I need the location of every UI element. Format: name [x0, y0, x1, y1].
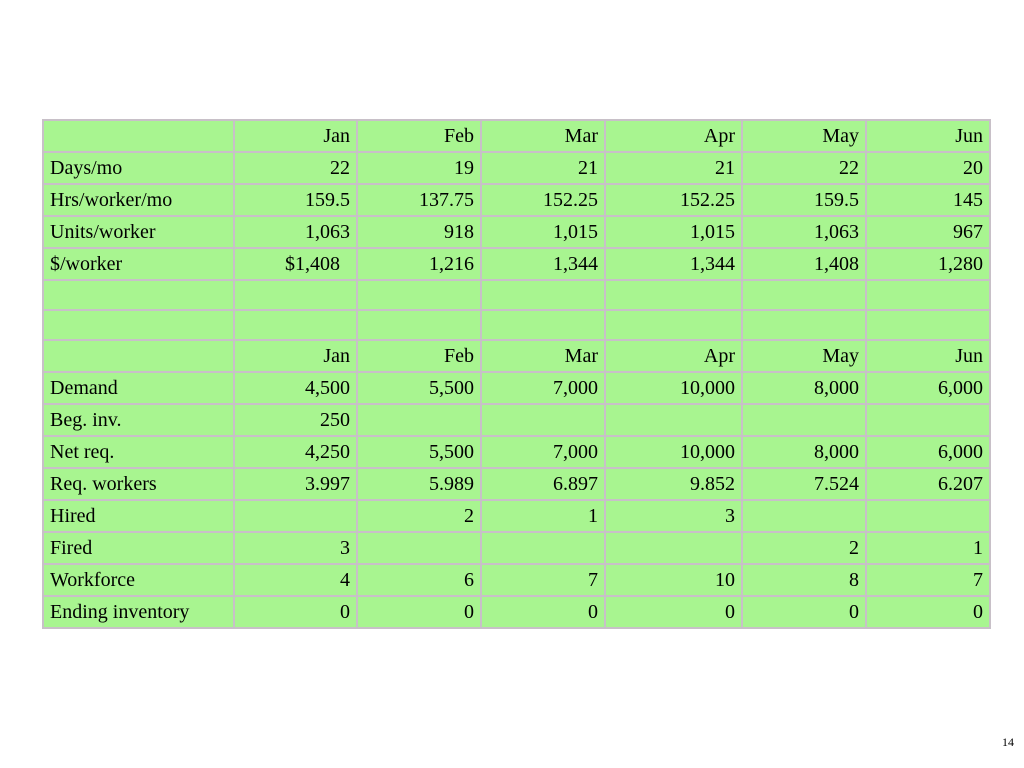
value-cell: Mar — [481, 340, 605, 372]
value-cell: 0 — [481, 596, 605, 628]
value-cell: 250 — [234, 404, 357, 436]
page-number: 14 — [1002, 735, 1014, 749]
row-label-cell: Net req. — [43, 436, 234, 468]
value-cell — [866, 310, 990, 340]
table-row — [43, 564, 990, 596]
row-label-cell — [43, 340, 234, 372]
value-cell: Apr — [605, 120, 742, 152]
table-row — [43, 500, 990, 532]
value-cell — [605, 310, 742, 340]
value-cell: 1,063 — [234, 216, 357, 248]
value-cell: 918 — [357, 216, 481, 248]
value-cell: 10,000 — [605, 372, 742, 404]
value-cell: 22 — [742, 152, 866, 184]
value-cell: Jan — [234, 340, 357, 372]
aggregate-planning-table — [42, 119, 991, 629]
table-row — [43, 184, 990, 216]
value-cell: 159.5 — [742, 184, 866, 216]
value-cell: 10 — [605, 564, 742, 596]
row-label-cell: Req. workers — [43, 468, 234, 500]
row-label-cell — [43, 280, 234, 310]
blank-row — [43, 310, 990, 340]
value-cell: Feb — [357, 340, 481, 372]
value-cell: 7,000 — [481, 436, 605, 468]
value-cell: 7,000 — [481, 372, 605, 404]
value-cell: 4,250 — [234, 436, 357, 468]
value-cell — [866, 280, 990, 310]
value-cell: 7.524 — [742, 468, 866, 500]
value-cell: Apr — [605, 340, 742, 372]
row-label-cell: Ending inventory — [43, 596, 234, 628]
row-label-cell: Beg. inv. — [43, 404, 234, 436]
value-cell: Jun — [866, 120, 990, 152]
value-cell — [357, 310, 481, 340]
value-cell: 21 — [605, 152, 742, 184]
row-label-cell: Fired — [43, 532, 234, 564]
value-cell: 3.997 — [234, 468, 357, 500]
blank-row — [43, 280, 990, 310]
value-cell: 1 — [481, 500, 605, 532]
value-cell: Feb — [357, 120, 481, 152]
value-cell: 1,015 — [481, 216, 605, 248]
value-cell: 152.25 — [481, 184, 605, 216]
row-label-cell — [43, 310, 234, 340]
value-cell — [605, 404, 742, 436]
header-row — [43, 120, 990, 152]
value-cell: 9.852 — [605, 468, 742, 500]
row-label-cell: Units/worker — [43, 216, 234, 248]
value-cell — [866, 500, 990, 532]
value-cell: 6 — [357, 564, 481, 596]
value-cell: 137.75 — [357, 184, 481, 216]
value-cell: Mar — [481, 120, 605, 152]
value-cell: Jun — [866, 340, 990, 372]
value-cell — [481, 280, 605, 310]
table-row — [43, 152, 990, 184]
value-cell — [605, 532, 742, 564]
value-cell: 6,000 — [866, 372, 990, 404]
table-row — [43, 248, 990, 280]
value-cell — [357, 404, 481, 436]
value-cell — [605, 280, 742, 310]
value-cell: 6.207 — [866, 468, 990, 500]
table-row — [43, 532, 990, 564]
value-cell: 22 — [234, 152, 357, 184]
header-row — [43, 340, 990, 372]
row-label-cell — [43, 120, 234, 152]
value-cell: 5.989 — [357, 468, 481, 500]
row-label-cell: Demand — [43, 372, 234, 404]
value-cell: 10,000 — [605, 436, 742, 468]
value-cell: 0 — [357, 596, 481, 628]
value-cell: May — [742, 340, 866, 372]
value-cell: 159.5 — [234, 184, 357, 216]
table-row — [43, 372, 990, 404]
value-cell: 8 — [742, 564, 866, 596]
value-cell: 2 — [357, 500, 481, 532]
value-cell — [742, 280, 866, 310]
value-cell — [742, 404, 866, 436]
table-row — [43, 216, 990, 248]
value-cell: 967 — [866, 216, 990, 248]
value-cell: 19 — [357, 152, 481, 184]
row-label-cell: Days/mo — [43, 152, 234, 184]
value-cell: 3 — [234, 532, 357, 564]
value-cell: 1 — [866, 532, 990, 564]
row-label-cell: Hrs/worker/mo — [43, 184, 234, 216]
value-cell: 0 — [866, 596, 990, 628]
value-cell: 4,500 — [234, 372, 357, 404]
value-cell: 1,344 — [605, 248, 742, 280]
value-cell: 1,280 — [866, 248, 990, 280]
table-row — [43, 596, 990, 628]
value-cell: 7 — [866, 564, 990, 596]
table-row — [43, 468, 990, 500]
value-cell: 1,063 — [742, 216, 866, 248]
row-label-cell: Hired — [43, 500, 234, 532]
value-cell — [481, 404, 605, 436]
value-cell — [481, 532, 605, 564]
value-cell: 1,408 — [742, 248, 866, 280]
value-cell — [357, 280, 481, 310]
value-cell — [357, 532, 481, 564]
value-cell — [481, 310, 605, 340]
value-cell — [234, 500, 357, 532]
row-label-cell: $/worker — [43, 248, 234, 280]
value-cell — [866, 404, 990, 436]
value-cell: 0 — [234, 596, 357, 628]
table-row — [43, 436, 990, 468]
value-cell: 5,500 — [357, 372, 481, 404]
value-cell — [234, 310, 357, 340]
value-cell: 1,015 — [605, 216, 742, 248]
value-cell: 152.25 — [605, 184, 742, 216]
value-cell — [742, 310, 866, 340]
value-cell — [234, 280, 357, 310]
value-cell: 145 — [866, 184, 990, 216]
value-cell: 6.897 — [481, 468, 605, 500]
value-cell: 2 — [742, 532, 866, 564]
value-cell: 21 — [481, 152, 605, 184]
value-cell: 8,000 — [742, 436, 866, 468]
value-cell: 3 — [605, 500, 742, 532]
value-cell: 0 — [742, 596, 866, 628]
value-cell: 7 — [481, 564, 605, 596]
value-cell: 1,344 — [481, 248, 605, 280]
value-cell: 6,000 — [866, 436, 990, 468]
value-cell: 20 — [866, 152, 990, 184]
value-cell: 4 — [234, 564, 357, 596]
value-cell: 0 — [605, 596, 742, 628]
value-cell: 1,216 — [357, 248, 481, 280]
value-cell: 5,500 — [357, 436, 481, 468]
value-cell: May — [742, 120, 866, 152]
value-cell: $1,408 — [234, 248, 357, 280]
value-cell — [742, 500, 866, 532]
table-row — [43, 404, 990, 436]
value-cell: 8,000 — [742, 372, 866, 404]
row-label-cell: Workforce — [43, 564, 234, 596]
value-cell: Jan — [234, 120, 357, 152]
